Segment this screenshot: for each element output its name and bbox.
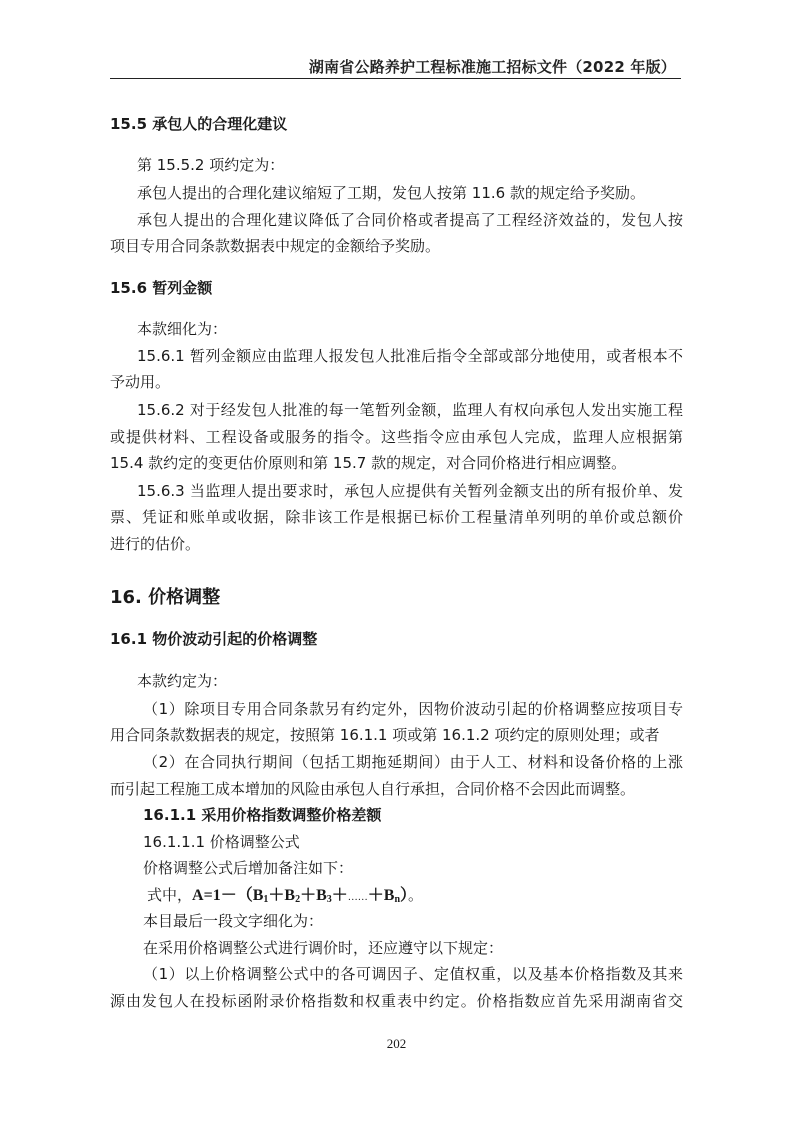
paragraph-line: 承包人提出的合理化建议缩短了工期，发包人按第 11.6 款的规定给予奖励。 [137, 184, 645, 202]
formula-subscript: 3 [326, 894, 332, 905]
formula-a-term: A=1－（B [192, 887, 264, 904]
paragraph-line: 项目专用合同条款数据表中规定的金额给予奖励。 [110, 237, 441, 255]
subitem-heading-16-1-1-1: 16.1.1.1 价格调整公式 [143, 833, 300, 851]
paragraph-line: 第 15.5.2 项约定为： [137, 156, 285, 174]
paragraph-line: 15.6.2 对于经发包人批准的每一笔暂列金额，监理人有权向承包人发出实施工程 [137, 401, 683, 419]
section-heading-15-6: 15.6 暂列金额 [110, 279, 213, 297]
paragraph-line: 或提供材料、工程设备或服务的指令。这些指令应由承包人完成，监理人应根据第 [110, 428, 683, 446]
paragraph-line: 本款细化为： [137, 320, 228, 338]
paragraph-line: （1）以上价格调整公式中的各可调因子、定值权重，以及基本价格指数及其来 [143, 965, 683, 983]
paragraph-line: 在采用价格调整公式进行调价时，还应遵守以下规定： [143, 939, 504, 957]
paragraph-line: 票、凭证和账单或收据，除非该工作是根据已标价工程量清单列明的单价或总额价 [110, 508, 683, 526]
price-adjustment-formula [147, 884, 423, 911]
paragraph-line: 予动用。 [110, 373, 171, 391]
formula-plus: ＋ [331, 887, 348, 904]
paragraph-line: 用合同条款数据表的规定，按照第 16.1.1 项或第 16.1.2 项约定的原则处理；或者 [110, 726, 660, 744]
paragraph-line: （2）在合同执行期间（包括工期拖延期间）由于人工、材料和设备价格的上涨 [143, 753, 683, 771]
formula-subscript: 1 [263, 894, 269, 905]
formula-subscript: 2 [295, 894, 301, 905]
formula-prefix: 式中， [147, 886, 193, 904]
paragraph-line: 本目最后一段文字细化为： [143, 912, 324, 930]
paragraph-line: （1）除项目专用合同条款另有约定外，因物价波动引起的价格调整应按项目专 [143, 700, 683, 718]
formula-plus-b: ＋B [300, 887, 327, 904]
paragraph-line: 而引起工程施工成本增加的风险由承包人自行承担，合同价格不会因此而调整。 [110, 780, 636, 798]
paragraph-line: 15.6.3 当监理人提出要求时，承包人应提供有关暂列金额支出的所有报价单、发 [137, 482, 683, 500]
subsection-heading-16-1-1: 16.1.1 采用价格指数调整价格差额 [143, 806, 382, 824]
formula-plus-b: ＋B [367, 887, 395, 904]
running-header-title: 湖南省公路养护工程标准施工招标文件（2022 年版） [308, 58, 676, 76]
paragraph-line: 进行的估价。 [110, 535, 201, 553]
section-heading-16-1: 16.1 物价波动引起的价格调整 [110, 630, 318, 648]
paragraph-line: 价格调整公式后增加备注如下： [143, 859, 354, 877]
formula-period: 。 [408, 886, 424, 904]
paragraph-line: 承包人提出的合理化建议降低了合同价格或者提高了工程经济效益的，发包人按 [137, 211, 683, 229]
section-heading-15-5: 15.5 承包人的合理化建议 [110, 115, 288, 133]
formula-plus-b: ＋B [268, 887, 296, 904]
paragraph-line: 本款约定为： [137, 672, 228, 690]
paragraph-line: 15.4 款约定的变更估价原则和第 15.7 款的规定，对合同价格进行相应调整。 [110, 454, 627, 472]
paragraph-line: 源由发包人在投标函附录价格指数和权重表中约定。价格指数应首先采用湖南省交 [110, 992, 683, 1010]
page-number: 202 [386, 1036, 407, 1051]
header-divider [110, 78, 681, 79]
formula-subscript: n [394, 894, 401, 905]
formula-close-paren: ） [400, 887, 409, 904]
chapter-heading-16: 16. 价格调整 [110, 587, 221, 608]
paragraph-line: 15.6.1 暂列金额应由监理人报发包人批准后指令全部或部分地使用，或者根本不 [137, 347, 683, 365]
formula-ellipsis: …… [347, 892, 368, 903]
